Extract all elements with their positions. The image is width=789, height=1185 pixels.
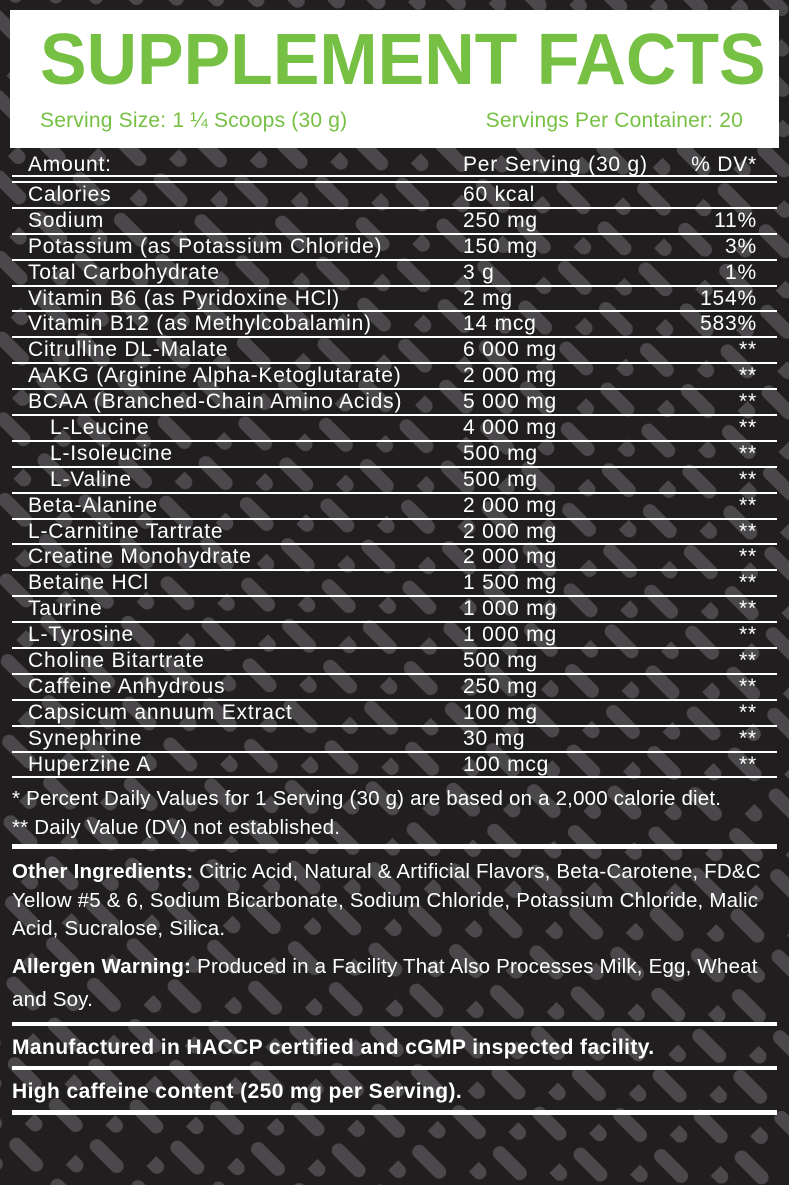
table-row (12, 312, 777, 338)
nutrient-name: Taurine (28, 597, 103, 621)
footnote-dv: * Percent Daily Values for 1 Serving (30 g) are based on a 2,000 calorie diet. (12, 787, 722, 811)
nutrient-dv: ** (739, 415, 757, 439)
nutrient-dv: 11% (714, 208, 757, 232)
other-ingredients-text: Citric Acid, Natural & Artificial Flavors, Beta-Carotene, FD&C Yellow #5 & 6, Sodium Bicarbonate, Sodium Chloride, Potassium Chloride, Malic Acid, Sucralose, Silica. (12, 860, 761, 941)
table-row (12, 287, 777, 313)
nutrient-name: L-Valine (50, 467, 132, 491)
table-row (12, 675, 777, 701)
nutrient-amount: 14 mcg (463, 312, 537, 336)
table-row (12, 468, 777, 494)
nutrient-dv: 583% (700, 312, 757, 336)
table-row (12, 520, 777, 546)
nutrient-name: Sodium (28, 208, 105, 232)
table-header-row (12, 155, 777, 177)
table-row (12, 338, 777, 364)
nutrient-name: Vitamin B6 (as Pyridoxine HCl) (28, 286, 340, 310)
nutrient-name: Choline Bitartrate (28, 648, 205, 672)
nutrient-dv: ** (739, 338, 757, 362)
nutrient-amount: 30 mg (463, 726, 526, 750)
nutrient-amount: 1 500 mg (463, 571, 557, 595)
footnote-not-established: ** Daily Value (DV) not established. (12, 816, 341, 840)
label-body (12, 155, 777, 1115)
column-header-amount: Amount: (28, 153, 112, 176)
nutrient-name: Creatine Monohydrate (28, 545, 252, 569)
table-row (12, 183, 777, 209)
nutrient-name: Beta-Alanine (28, 493, 158, 517)
table-row (12, 209, 777, 235)
table-row (12, 623, 777, 649)
nutrient-dv: ** (739, 571, 757, 595)
nutrient-amount: 5 000 mg (463, 390, 557, 414)
nutrient-dv: ** (739, 364, 757, 388)
nutrient-name: Potassium (as Potassium Chloride) (28, 234, 383, 258)
table-row (12, 261, 777, 287)
allergen-warning-label: Allergen Warning: (12, 954, 192, 978)
nutrient-dv: ** (739, 467, 757, 491)
caffeine-notice: High caffeine content (250 mg per Serving). (12, 1079, 463, 1103)
serving-size: Serving Size: 1 ¼ Scoops (30 g) (40, 109, 348, 133)
nutrient-dv: ** (739, 441, 757, 465)
serving-info-row (40, 109, 743, 133)
nutrient-dv: 3% (725, 234, 757, 258)
allergen-warning (12, 950, 777, 1016)
header-panel (10, 10, 779, 148)
bottom-rule (12, 1110, 777, 1115)
allergen-warning-text: Produced in a Facility That Also Processes Milk, Egg, Wheat and Soy. (12, 954, 758, 1011)
table-row (12, 571, 777, 597)
nutrient-dv: 154% (700, 286, 757, 310)
nutrient-amount: 2 000 mg (463, 519, 557, 543)
nutrient-amount: 3 g (463, 260, 495, 284)
nutrient-amount: 100 mcg (463, 752, 550, 776)
nutrient-name: Caffeine Anhydrous (28, 674, 226, 698)
column-header-per-serving: Per Serving (30 g) (463, 153, 648, 176)
nutrient-amount: 500 mg (463, 648, 538, 672)
nutrient-amount: 150 mg (463, 234, 538, 258)
nutrient-amount: 250 mg (463, 674, 538, 698)
nutrient-amount: 500 mg (463, 467, 538, 491)
section-divider (12, 1066, 777, 1070)
table-row (12, 701, 777, 727)
nutrient-amount: 1 000 mg (463, 597, 557, 621)
nutrient-name: Betaine HCl (28, 571, 149, 595)
nutrient-name: Huperzine A (28, 752, 152, 776)
table-row (12, 235, 777, 261)
table-row (12, 545, 777, 571)
page-title: SUPPLEMENT FACTS (40, 20, 766, 100)
nutrient-amount: 250 mg (463, 208, 538, 232)
nutrient-name: BCAA (Branched-Chain Amino Acids) (28, 390, 403, 414)
servings-per-container: Servings Per Container: 20 (485, 109, 743, 133)
nutrient-amount: 500 mg (463, 441, 538, 465)
nutrient-amount: 6 000 mg (463, 338, 557, 362)
table-row (12, 442, 777, 468)
nutrient-dv: 1% (725, 260, 757, 284)
nutrient-amount: 100 mg (463, 700, 538, 724)
nutrient-amount: 2 000 mg (463, 493, 557, 517)
nutrient-amount: 2 000 mg (463, 364, 557, 388)
table-row (12, 494, 777, 520)
nutrient-dv: ** (739, 700, 757, 724)
nutrient-name: Citrulline DL-Malate (28, 338, 229, 362)
nutrient-amount: 2 000 mg (463, 545, 557, 569)
nutrient-name: Synephrine (28, 726, 143, 750)
table-row (12, 727, 777, 753)
section-divider (12, 844, 777, 849)
nutrient-dv: ** (739, 545, 757, 569)
nutrient-dv: ** (739, 648, 757, 672)
nutrient-name: Calories (28, 182, 112, 206)
nutrient-name: Capsicum annuum Extract (28, 700, 293, 724)
nutrient-dv: ** (739, 623, 757, 647)
nutrient-dv: ** (739, 519, 757, 543)
nutrient-dv: ** (739, 493, 757, 517)
column-header-dv: % DV* (691, 153, 757, 176)
nutrient-name: AAKG (Arginine Alpha-Ketoglutarate) (28, 364, 402, 388)
manufacturing-notice: Manufactured in HACCP certified and cGMP inspected facility. (12, 1035, 655, 1059)
table-row (12, 364, 777, 390)
nutrient-name: L-Tyrosine (28, 623, 135, 647)
table-row (12, 416, 777, 442)
other-ingredients (12, 858, 777, 944)
nutrient-amount: 1 000 mg (463, 623, 557, 647)
nutrient-name: L-Carnitine Tartrate (28, 519, 224, 543)
table-row (12, 753, 777, 779)
table-row (12, 649, 777, 675)
section-divider (12, 1022, 777, 1026)
nutrient-name: Total Carbohydrate (28, 260, 220, 284)
nutrient-dv: ** (739, 726, 757, 750)
nutrient-dv: ** (739, 390, 757, 414)
nutrient-amount: 2 mg (463, 286, 513, 310)
other-ingredients-label: Other Ingredients: (12, 860, 194, 884)
nutrient-name: L-Isoleucine (50, 441, 173, 465)
nutrient-dv: ** (739, 674, 757, 698)
footnotes (12, 784, 777, 842)
nutrient-name: L-Leucine (50, 415, 150, 439)
table-row (12, 390, 777, 416)
nutrient-table (12, 183, 777, 778)
nutrient-name: Vitamin B12 (as Methylcobalamin) (28, 312, 372, 336)
nutrient-dv: ** (739, 752, 757, 776)
nutrient-amount: 4 000 mg (463, 415, 557, 439)
nutrient-amount: 60 kcal (463, 182, 536, 206)
nutrient-dv: ** (739, 597, 757, 621)
table-row (12, 597, 777, 623)
